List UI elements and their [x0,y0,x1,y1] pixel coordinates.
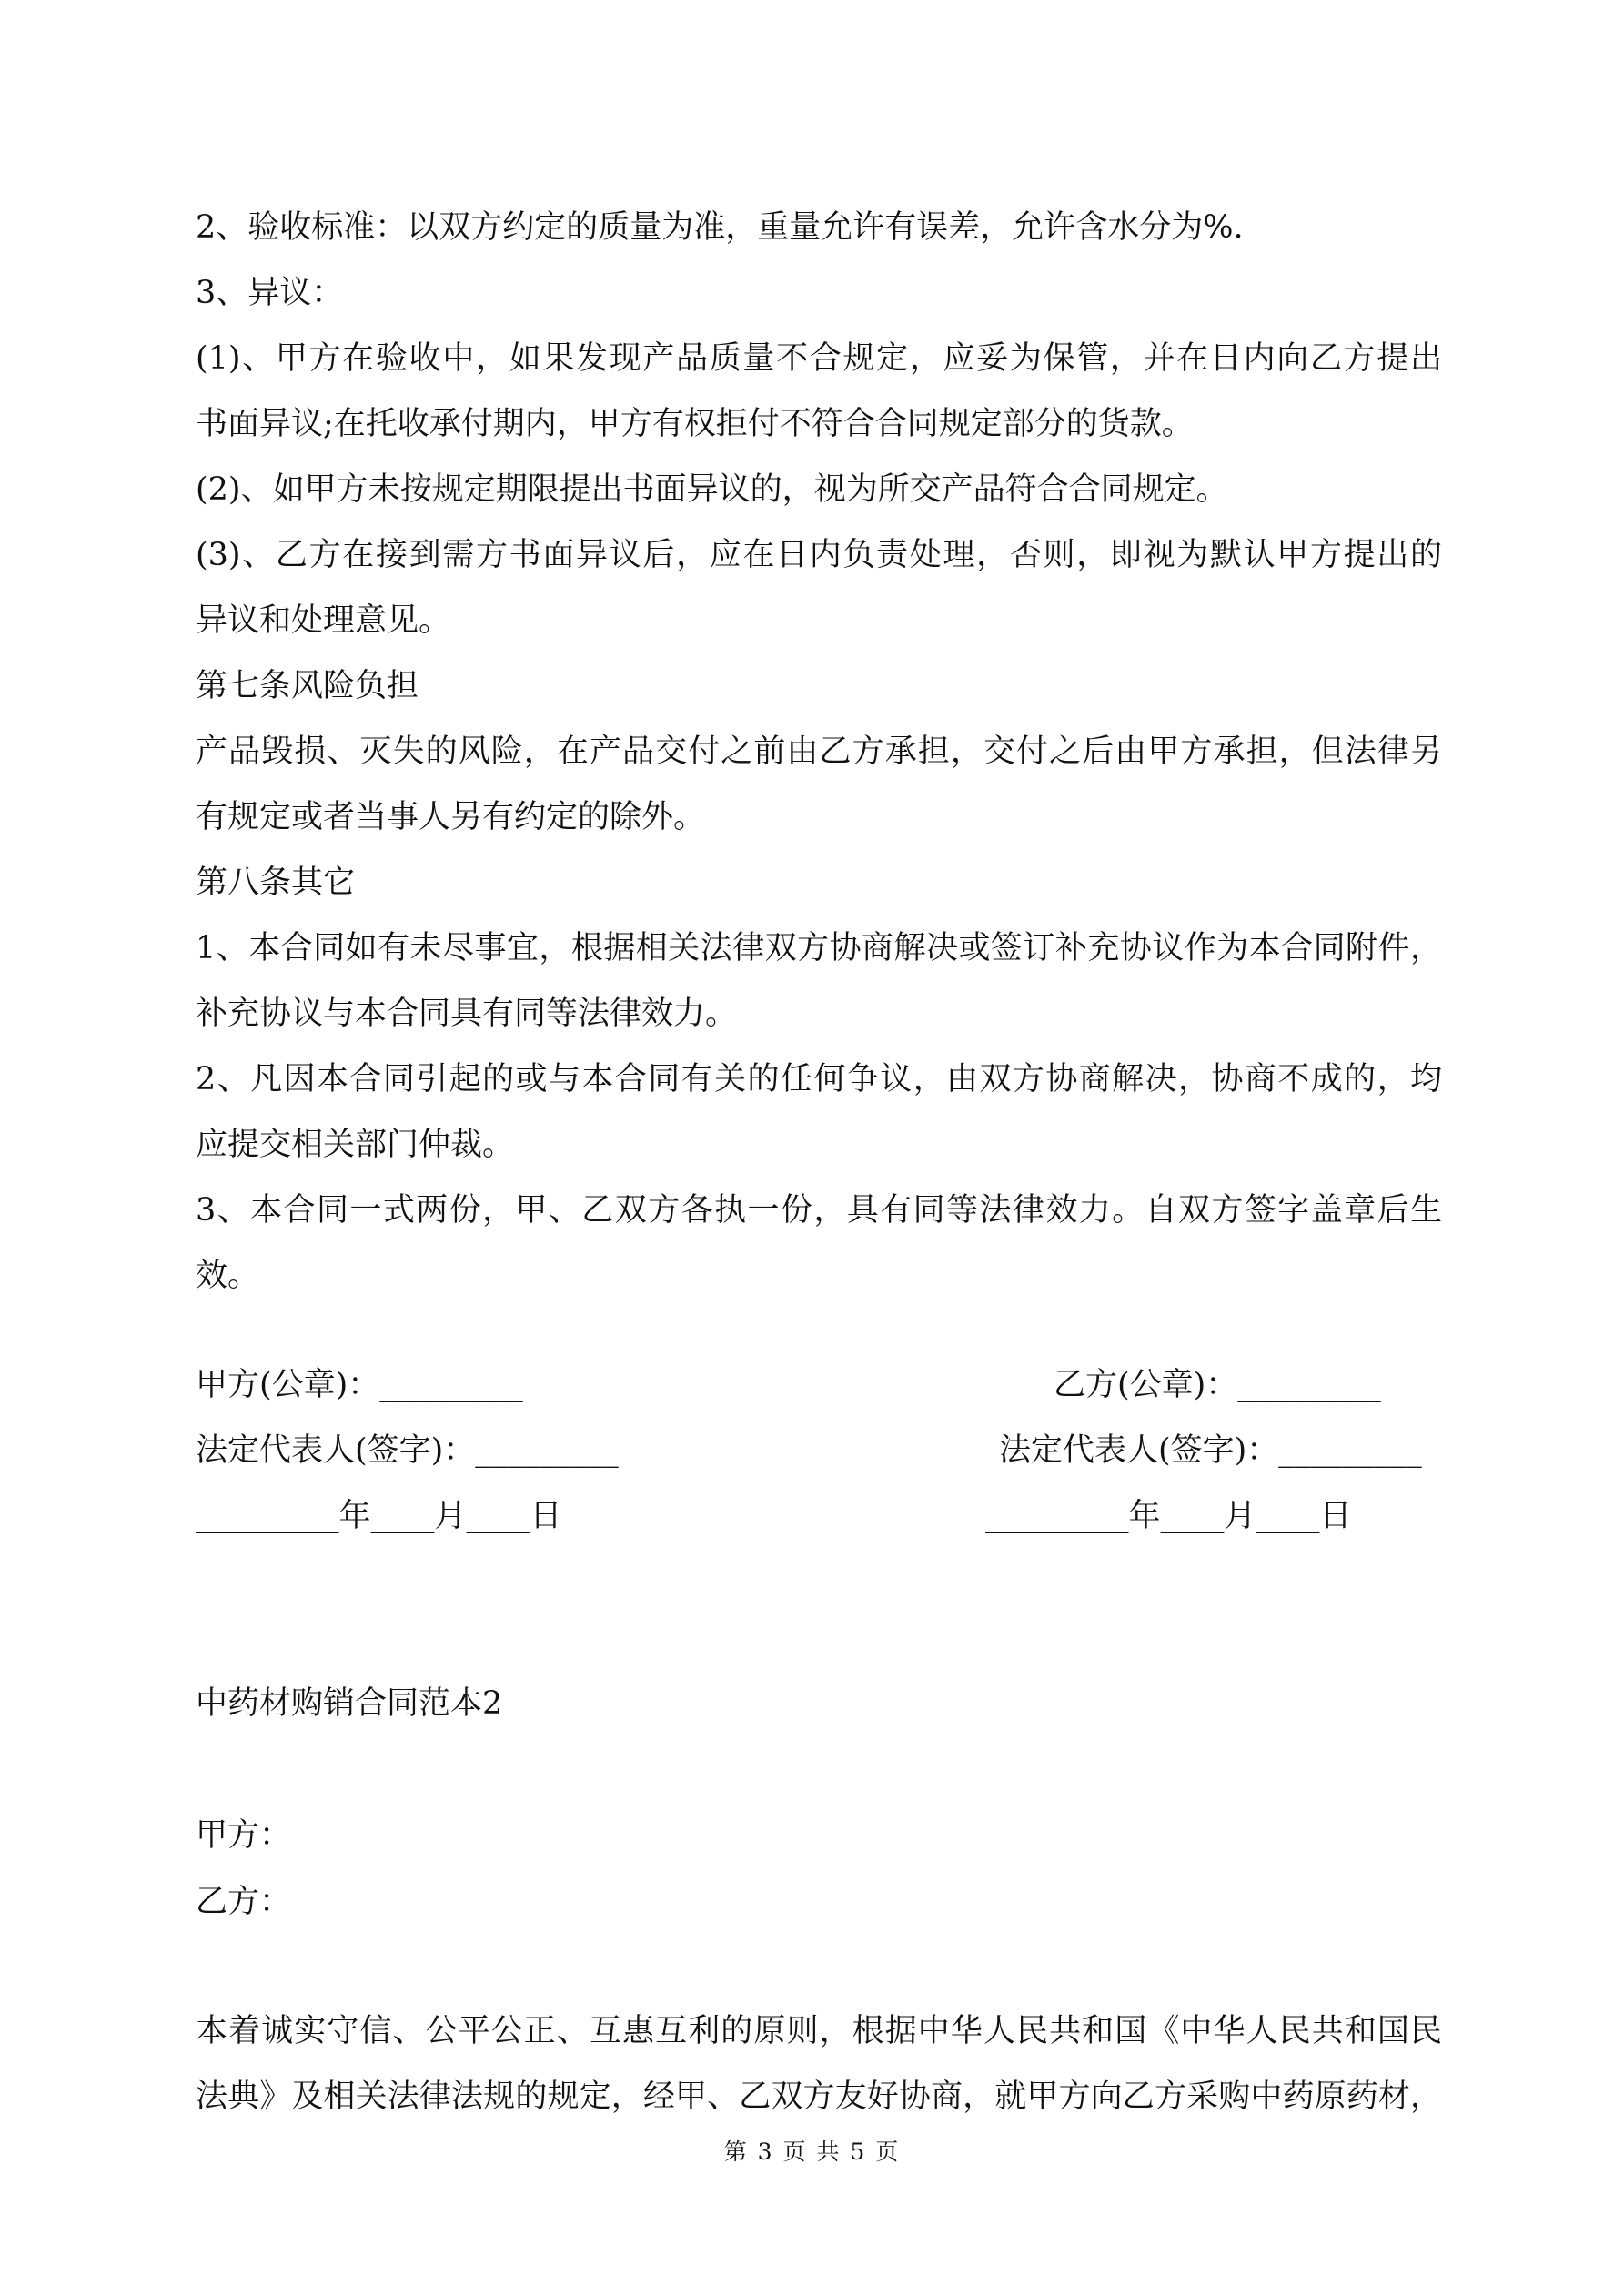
contract2-intro-line2: 法典》及相关法律法规的规定，经甲、乙双方友好协商，就甲方向乙方采购中药原药材， [196,2079,1442,2115]
article-8-item3-line2: 效。 [196,1258,260,1294]
article-7-line1: 产品毁损、灭失的风险，在产品交付之前由乙方承担，交付之后由甲方承担，但法律另 [196,733,1442,770]
clause-objection-heading: 3、异议： [196,275,344,311]
contract2-intro-line1: 本着诚实守信、公平公正、互惠互利的原则，根据中华人民共和国《中华人民共和国民 [196,2013,1442,2049]
signature-row-seal [196,1365,1442,1405]
party-a-seal: 甲方(公章)：_________ [196,1367,523,1403]
contract2-title: 中药材购销合同范本2 [196,1685,503,1722]
party-b-date: _________年____月____日 [985,1498,1352,1534]
article-8-item2-line2: 应提交相关部门仲裁。 [196,1127,515,1163]
party-b-seal: 乙方(公章)：_________ [1054,1367,1381,1403]
article-8-item2-line1: 2、凡因本合同引起的或与本合同有关的任何争议，由双方协商解决，协商不成的，均 [196,1061,1442,1097]
article-8-item1-line1: 1、本合同如有未尽事宜，根据相关法律双方协商解决或签订补充协议作为本合同附件， [196,930,1442,966]
party-a-representative: 法定代表人(签字)：_________ [196,1432,619,1469]
clause-objection-3-line2: 异议和处理意见。 [196,602,451,639]
clause-objection-3-line1: (3)、乙方在接到需方书面异议后，应在日内负责处理，否则，即视为默认甲方提出的 [196,537,1442,573]
page-number: 第 3 页 共 5 页 [723,2139,901,2165]
clause-objection-2: (2)、如甲方未按规定期限提出书面异议的，视为所交产品符合合同规定。 [196,471,1228,508]
party-a-date: _________年____月____日 [196,1498,562,1534]
signature-row-date [196,1496,1442,1536]
article-7-line2: 有规定或者当事人另有约定的除外。 [196,799,706,835]
party-b-representative: 法定代表人(签字)：_________ [999,1432,1422,1469]
article-8-item1-line2: 补充协议与本合同具有同等法律效力。 [196,996,738,1032]
article-7-heading: 第七条风险负担 [196,668,419,704]
contract2-party-a: 甲方： [196,1817,292,1854]
clause-objection-1-line1: (1)、甲方在验收中，如果发现产品质量不合规定，应妥为保管，并在日内向乙方提出 [196,340,1442,377]
contract2-party-b: 乙方： [196,1884,292,1920]
article-8-heading: 第八条其它 [196,865,356,901]
article-8-item3-line1: 3、本合同一式两份，甲、乙双方各执一份，具有同等法律效力。自双方签字盖章后生 [196,1192,1442,1229]
signature-row-representative [196,1431,1442,1471]
clause-acceptance-standard: 2、验收标准：以双方约定的质量为准，重量允许有误差，允许含水分为%. [196,209,1244,246]
clause-objection-1-line2: 书面异议;在托收承付期内，甲方有权拒付不符合合同规定部分的货款。 [196,406,1194,442]
